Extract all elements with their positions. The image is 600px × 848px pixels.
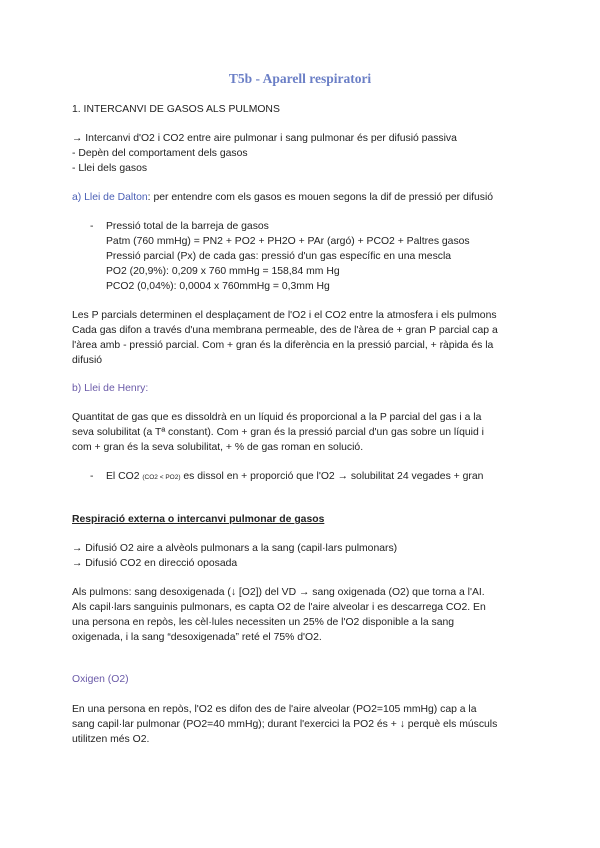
page-title: T5b - Aparell respiratori [228, 71, 372, 86]
dalton-item: PCO2 (0,04%): 0,0004 x 760mmHg = 0,3mm Hg [106, 281, 330, 292]
paragraph-line: En una persona en repòs, l'O2 es difon des de l'aire alveolar (PO2=105 mmHg) cap a la [72, 704, 477, 715]
dalton-text: : per entendre com els gasos es mouen segons la dif de pressió per difusió [147, 192, 494, 203]
section-heading: 1. INTERCANVI DE GASOS ALS PULMONS [72, 104, 280, 115]
intro-line: - Depèn del comportament dels gasos [72, 148, 248, 159]
oxygen-label: Oxigen (O2) [72, 674, 129, 685]
paragraph-line: Les P parcials determinen el desplaçament de l'O2 i el CO2 entre la atmosfera i els pulmons [72, 310, 497, 321]
paragraph-line: Quantitat de gas que es dissoldrà en un líquid és proporcional a la P parcial del gas i a la [72, 412, 482, 423]
henry-item [106, 469, 483, 485]
intro-line: - Llei dels gasos [72, 163, 148, 174]
dalton-label: a) Llei de Dalton [72, 192, 148, 203]
paragraph-line: l'àrea amb - pressió parcial. Com + gran és la diferència en la pressió parcial, + ràpida és la [72, 340, 494, 351]
henry-item-small: (CO2 < PO2) [142, 474, 181, 481]
external-line: → Difusió CO2 en direcció oposada [72, 558, 238, 569]
external-line: → Difusió O2 aire a alvèols pulmonars a la sang (capil·lars pulmonars) [72, 543, 398, 554]
henry-label: b) Llei de Henry: [72, 383, 149, 394]
paragraph-line: utilitzen més O2. [72, 734, 150, 745]
paragraph-line: difusió [72, 355, 103, 366]
intro-line: → Intercanvi d'O2 i CO2 entre aire pulmonar i sang pulmonar és per difusió passiva [72, 133, 457, 144]
paragraph-line: una persona en repòs, les cèl·lules necessiten un 25% de l'O2 disponible a la sang [72, 617, 455, 628]
list-dash: - [90, 221, 94, 232]
henry-item-pre: El CO2 [106, 471, 143, 482]
list-dash: - [90, 471, 94, 482]
paragraph-line: Als pulmons: sang desoxigenada (↓ [O2]) del VD → sang oxigenada (O2) que torna a l'AI. [72, 587, 485, 598]
paragraph-line: Als capil·lars sanguinis pulmonars, es capta O2 de l'aire alveolar i es descarrega CO2. En [72, 602, 486, 613]
dalton-item: PO2 (20,9%): 0,209 x 760 mmHg = 158,84 mm Hg [106, 266, 340, 277]
paragraph-line: seva solubilitat (a Tª constant). Com + gran és la pressió parcial d'un gas sobre un líquid i [72, 427, 484, 438]
external-heading: Respiració externa o intercanvi pulmonar de gasos [72, 514, 325, 525]
paragraph-line: oxigenada, i la sang “desoxigenada” reté el 75% d'O2. [72, 632, 322, 643]
dalton-line [72, 190, 493, 205]
dalton-item: Patm (760 mmHg) = PN2 + PO2 + PH2O + PAr (argó) + PCO2 + Paltres gasos [106, 236, 470, 247]
paragraph-line: Cada gas difon a través d'una membrana permeable, des de l'àrea de + gran P parcial cap a [72, 325, 498, 336]
dalton-item: Pressió parcial (Px) de cada gas: pressió d'un gas específic en una mescla [106, 251, 452, 262]
dalton-item: Pressió total de la barreja de gasos [106, 221, 269, 232]
henry-item-post: es dissol en + proporció que l'O2 → solubilitat 24 vegades + gran [180, 471, 484, 482]
paragraph-line: com + gran és la seva solubilitat, + % de gas roman en solució. [72, 442, 364, 453]
paragraph-line: sang capil·lar pulmonar (PO2=40 mmHg); durant l'exercici la PO2 és + ↓ perquè els músculs [72, 719, 498, 730]
